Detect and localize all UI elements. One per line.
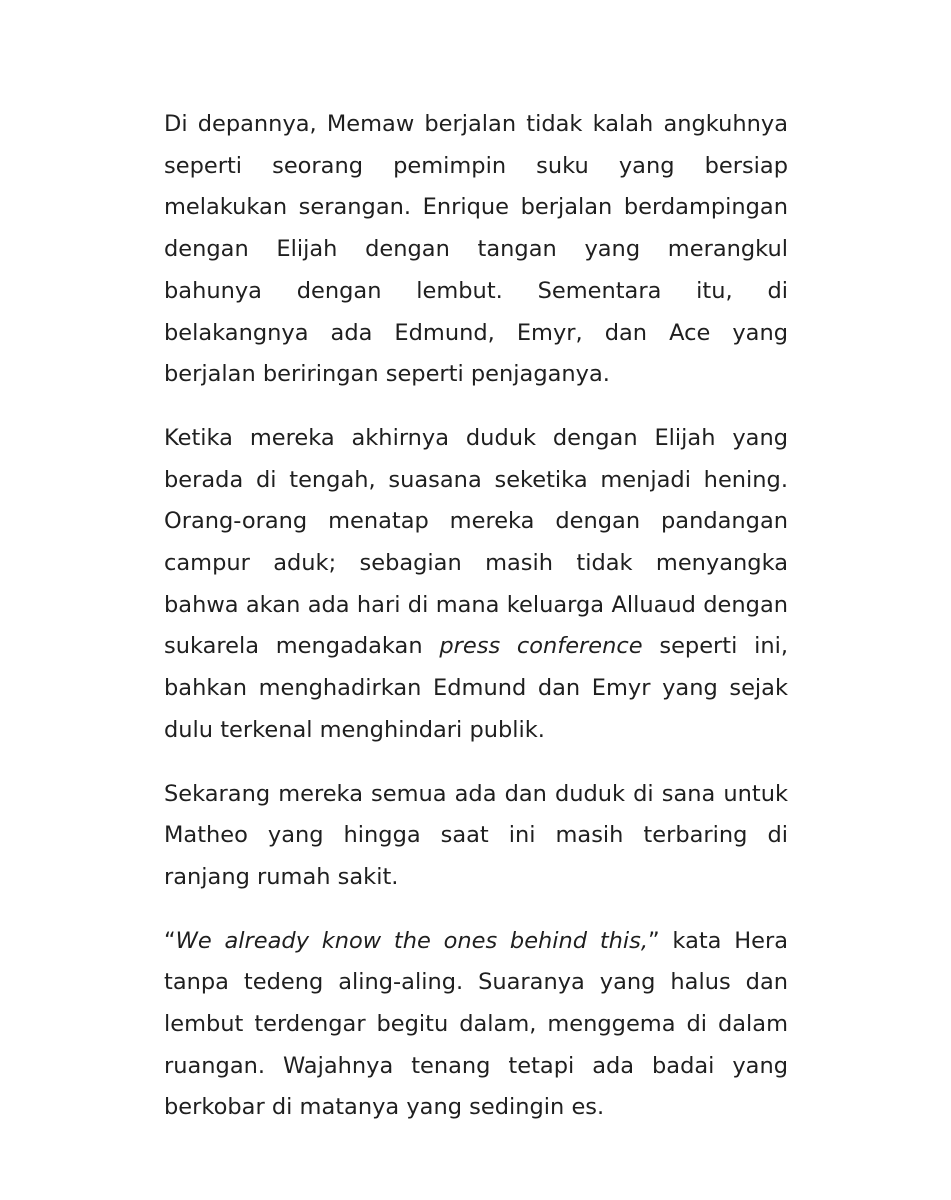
- paragraph-4-text-after: kata Hera tanpa tedeng aling-aling. Suaranya yang halus dan lembut terdengar begitu dalam, menggema di dalam ruangan. Wajahnya tenang tetapi ada badai yang berkobar di matanya yang sedingin es.: [164, 927, 788, 1121]
- paragraph-3-text: Sekarang mereka semua ada dan duduk di sana untuk Matheo yang hingga saat ini masih terbaring di ranjang rumah sakit.: [164, 780, 788, 890]
- paragraph-2-text-after: seperti ini, bahkan menghadirkan Edmund dan Emyr yang sejak dulu terkenal menghindari publik.: [164, 633, 789, 743]
- paragraph-4-close-quote: ”: [648, 927, 660, 954]
- paragraph-4-italic-quote: We already know the ones behind this,: [175, 927, 649, 954]
- paragraph-1-text: Di depannya, Memaw berjalan tidak kalah angkuhnya seperti seorang pemimpin suku yang bersiap melakukan serangan. Enrique berjalan berdampingan dengan Elijah dengan tangan yang merangkul bahunya dengan lembut. Sementara itu, di belakangnya ada Edmund, Emyr, dan Ace yang berjalan beriringan seperti penjaganya.: [164, 111, 788, 388]
- paragraph-4: [164, 921, 788, 1130]
- paragraph-1: [164, 104, 788, 396]
- paragraph-2-italic-phrase: press conference: [439, 633, 643, 660]
- paragraph-2: [164, 418, 788, 752]
- paragraph-2-text-before: Ketika mereka akhirnya duduk dengan Elijah yang berada di tengah, suasana seketika menjadi hening. Orang-orang menatap mereka dengan pandangan campur aduk; sebagian masih tidak menyangka bahwa akan ada hari di mana keluarga Alluaud dengan sukarela mengadakan: [164, 424, 788, 660]
- paragraph-4-open-quote: “: [164, 927, 176, 954]
- text-body: [164, 104, 788, 1151]
- paragraph-3: [164, 774, 788, 899]
